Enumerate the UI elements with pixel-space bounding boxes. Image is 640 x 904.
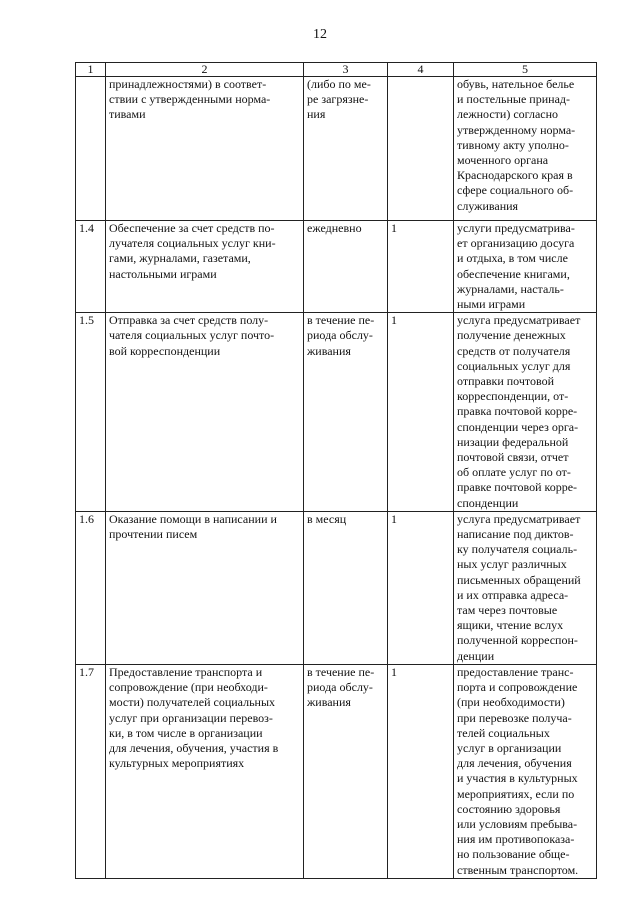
service-name: Оказание помощи в написании и прочтении писем (109, 511, 277, 542)
table-row (76, 664, 597, 878)
period: (либо по ме- ре загрязне- ния (307, 77, 371, 122)
amount-cell (388, 664, 454, 878)
description: услуга предусматривает получение денежных средств от получателя социальных услуг для отправки почтовой корреспонденции, от- правка почтовой корре- спонденции через орга- низации федеральной почтовой связи, отчет об оплате услуг по от- правке почтовой корре- спонденции (457, 313, 581, 510)
period: в течение пе- риода обслу- живания (307, 664, 375, 710)
row-number-cell (76, 77, 106, 221)
period: ежедневно (307, 221, 362, 235)
column-header-5: 5 (454, 63, 597, 77)
period-cell (304, 221, 388, 313)
row-number-cell (76, 664, 106, 878)
period-cell (304, 313, 388, 512)
description-cell (454, 511, 597, 664)
column-header-2: 2 (106, 63, 304, 77)
amount-cell (388, 511, 454, 664)
description-cell (454, 313, 597, 512)
table-row (76, 77, 597, 221)
amount-cell (388, 313, 454, 512)
table-row (76, 511, 597, 664)
row-number: 1.4 (79, 221, 94, 235)
column-header-4: 4 (388, 63, 454, 77)
service-name: принадлежностями) в соответ- ствии с утвержденными норма- тивами (109, 77, 271, 122)
services-table (75, 62, 597, 879)
amount-cell (388, 77, 454, 221)
service-name-cell (106, 313, 304, 512)
service-name-cell (106, 221, 304, 313)
description: предоставление транс- порта и сопровождение (при необходимости) при перевозке получа- телей социальных услуг в организации для лечения, обучения и участия в культурных мероприятиях, если по состоянию здоровья или условиям пребыва- ния им противопоказа- но пользование обще- ственным транспортом. (457, 664, 579, 877)
period: в течение пе- риода обслу- живания (307, 313, 375, 358)
service-name: Отправка за счет средств полу- чателя социальных услуг почто- вой корреспонденции (109, 313, 275, 358)
period-cell (304, 664, 388, 878)
description-cell (454, 664, 597, 878)
description-cell (454, 77, 597, 221)
period-cell (304, 511, 388, 664)
column-header-3: 3 (304, 63, 388, 77)
row-number-cell (76, 511, 106, 664)
service-name: Обеспечение за счет средств по- лучателя социальных услуг кни- гами, журналами, газетами, настольными играми (109, 221, 276, 281)
description-cell (454, 221, 597, 313)
table-row (76, 221, 597, 313)
table-header-row (76, 63, 597, 77)
row-number-cell (76, 313, 106, 512)
amount: 1 (391, 313, 397, 328)
service-name-cell (106, 77, 304, 221)
service-name-cell (106, 511, 304, 664)
amount-cell (388, 221, 454, 313)
service-name: Предоставление транспорта и сопровождение (при необходи- мости) получателей социальных услуг при организации перевоз- ки, в том числе в организации для лечения, обучения, участия в культурных мероприятиях (109, 664, 279, 771)
amount: 1 (391, 511, 397, 526)
amount: 1 (391, 221, 397, 235)
description: услуга предусматривает написание под диктов- ку получателя социаль- ных услуг различных письменных обращений и их отправка адреса- там через почтовые ящики, чтение вслух полученной корреспон- денции (457, 511, 581, 663)
column-header-1: 1 (76, 63, 106, 77)
row-number-cell (76, 221, 106, 313)
table-row (76, 313, 597, 512)
row-number: 1.5 (79, 313, 94, 328)
amount: 1 (391, 664, 397, 679)
period-cell (304, 77, 388, 221)
row-number: 1.6 (79, 511, 94, 526)
page-number: 12 (313, 27, 327, 42)
row-number: 1.7 (79, 664, 94, 679)
period: в месяц (307, 511, 347, 526)
service-name-cell (106, 664, 304, 878)
description: услуги предусматрива- ет организацию досуга и отдыха, в том числе обеспечение книгами, журналами, насталь- ными играми (457, 221, 575, 312)
description: обувь, нательное белье и постельные принад- лежности) согласно утвержденному норма- тивному акту уполно- моченного органа Краснодарского края в сфере социального об- служивания (457, 77, 576, 213)
